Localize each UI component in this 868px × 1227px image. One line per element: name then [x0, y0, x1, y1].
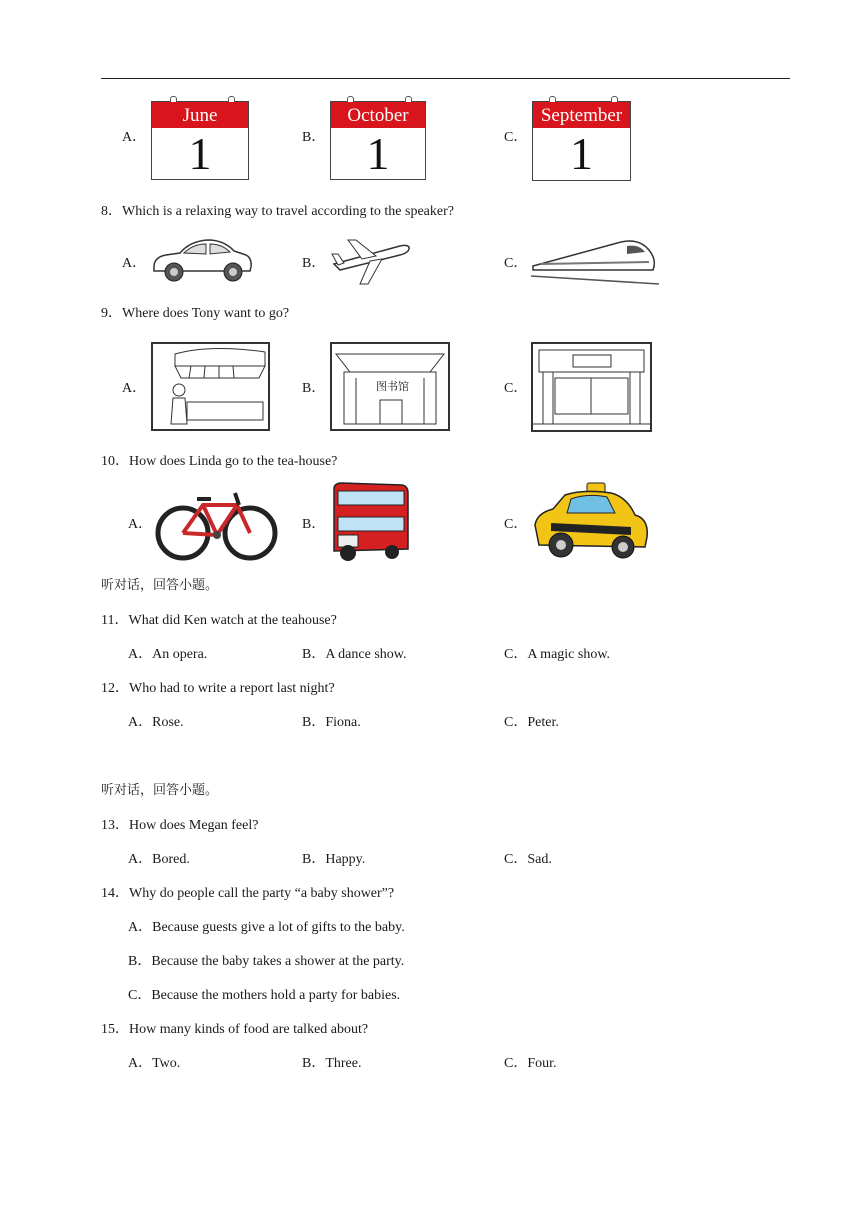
- question-8: 8．Which is a relaxing way to travel according to the speaker?: [101, 204, 454, 219]
- option-letter: A．: [122, 256, 147, 271]
- calendar-month: October: [331, 102, 425, 128]
- option-b: B．Because the baby takes a shower at the party.: [128, 954, 405, 969]
- option-letter: C．: [504, 256, 528, 271]
- option-b: B．A dance show.: [302, 647, 407, 662]
- option-letter: A．: [128, 517, 153, 532]
- option-letter: B．: [302, 517, 326, 532]
- option-letter: C．: [504, 130, 528, 145]
- option-letter: B．: [302, 130, 326, 145]
- calendar-june-icon: [151, 101, 249, 180]
- question-12: 12．Who had to write a report last night?: [101, 681, 335, 696]
- question-10: 10．How does Linda go to the tea-house?: [101, 454, 338, 469]
- option-b: B．Fiona.: [302, 715, 361, 730]
- question-13: 13．How does Megan feel?: [101, 818, 259, 833]
- option-a: A．Rose.: [128, 715, 184, 730]
- airplane-icon: [330, 234, 412, 288]
- option-a: A．Because guests give a lot of gifts to the baby.: [128, 920, 405, 935]
- calendar-month: September: [533, 102, 630, 128]
- car-icon: [150, 233, 255, 285]
- bus-icon: [330, 481, 410, 563]
- option-c: C．Four.: [504, 1056, 557, 1071]
- option-a: A．An opera.: [128, 647, 208, 662]
- option-letter: C．: [504, 517, 528, 532]
- shop-icon: [151, 342, 270, 431]
- calendar-month: June: [152, 102, 248, 128]
- option-c: C．Sad.: [504, 852, 552, 867]
- option-a: A．Two.: [128, 1056, 181, 1071]
- calendar-october-icon: [330, 101, 426, 180]
- train-icon: [531, 236, 661, 286]
- question-15: 15．How many kinds of food are talked about?: [101, 1022, 369, 1037]
- option-c: C．Because the mothers hold a party for babies.: [128, 988, 401, 1003]
- option-a: A．Bored.: [128, 852, 190, 867]
- taxi-icon: [531, 481, 651, 563]
- library-sign: 图书馆: [376, 380, 409, 393]
- option-b: B．Three.: [302, 1056, 362, 1071]
- bicycle-icon: [155, 485, 278, 563]
- option-c: C．Peter.: [504, 715, 559, 730]
- question-14: 14．Why do people call the party “a baby shower”?: [101, 886, 395, 901]
- section-heading: 听对话，回答小题。: [101, 578, 219, 593]
- calendar-day: 1: [570, 128, 593, 179]
- calendar-day: 1: [188, 128, 212, 179]
- option-letter: C．: [504, 381, 528, 396]
- top-rule: [101, 78, 790, 79]
- option-letter: A．: [122, 130, 147, 145]
- calendar-september-icon: [532, 101, 631, 181]
- option-b: B．Happy.: [302, 852, 366, 867]
- option-letter: A．: [122, 381, 147, 396]
- option-c: C．A magic show.: [504, 647, 611, 662]
- library-icon: [330, 342, 450, 431]
- question-9: 9．Where does Tony want to go?: [101, 306, 290, 321]
- option-letter: B．: [302, 381, 326, 396]
- building-icon: [531, 342, 652, 432]
- section-heading: 听对话，回答小题。: [101, 783, 219, 798]
- option-letter: B．: [302, 256, 326, 271]
- calendar-day: 1: [366, 128, 390, 179]
- question-11: 11．What did Ken watch at the teahouse?: [101, 613, 337, 628]
